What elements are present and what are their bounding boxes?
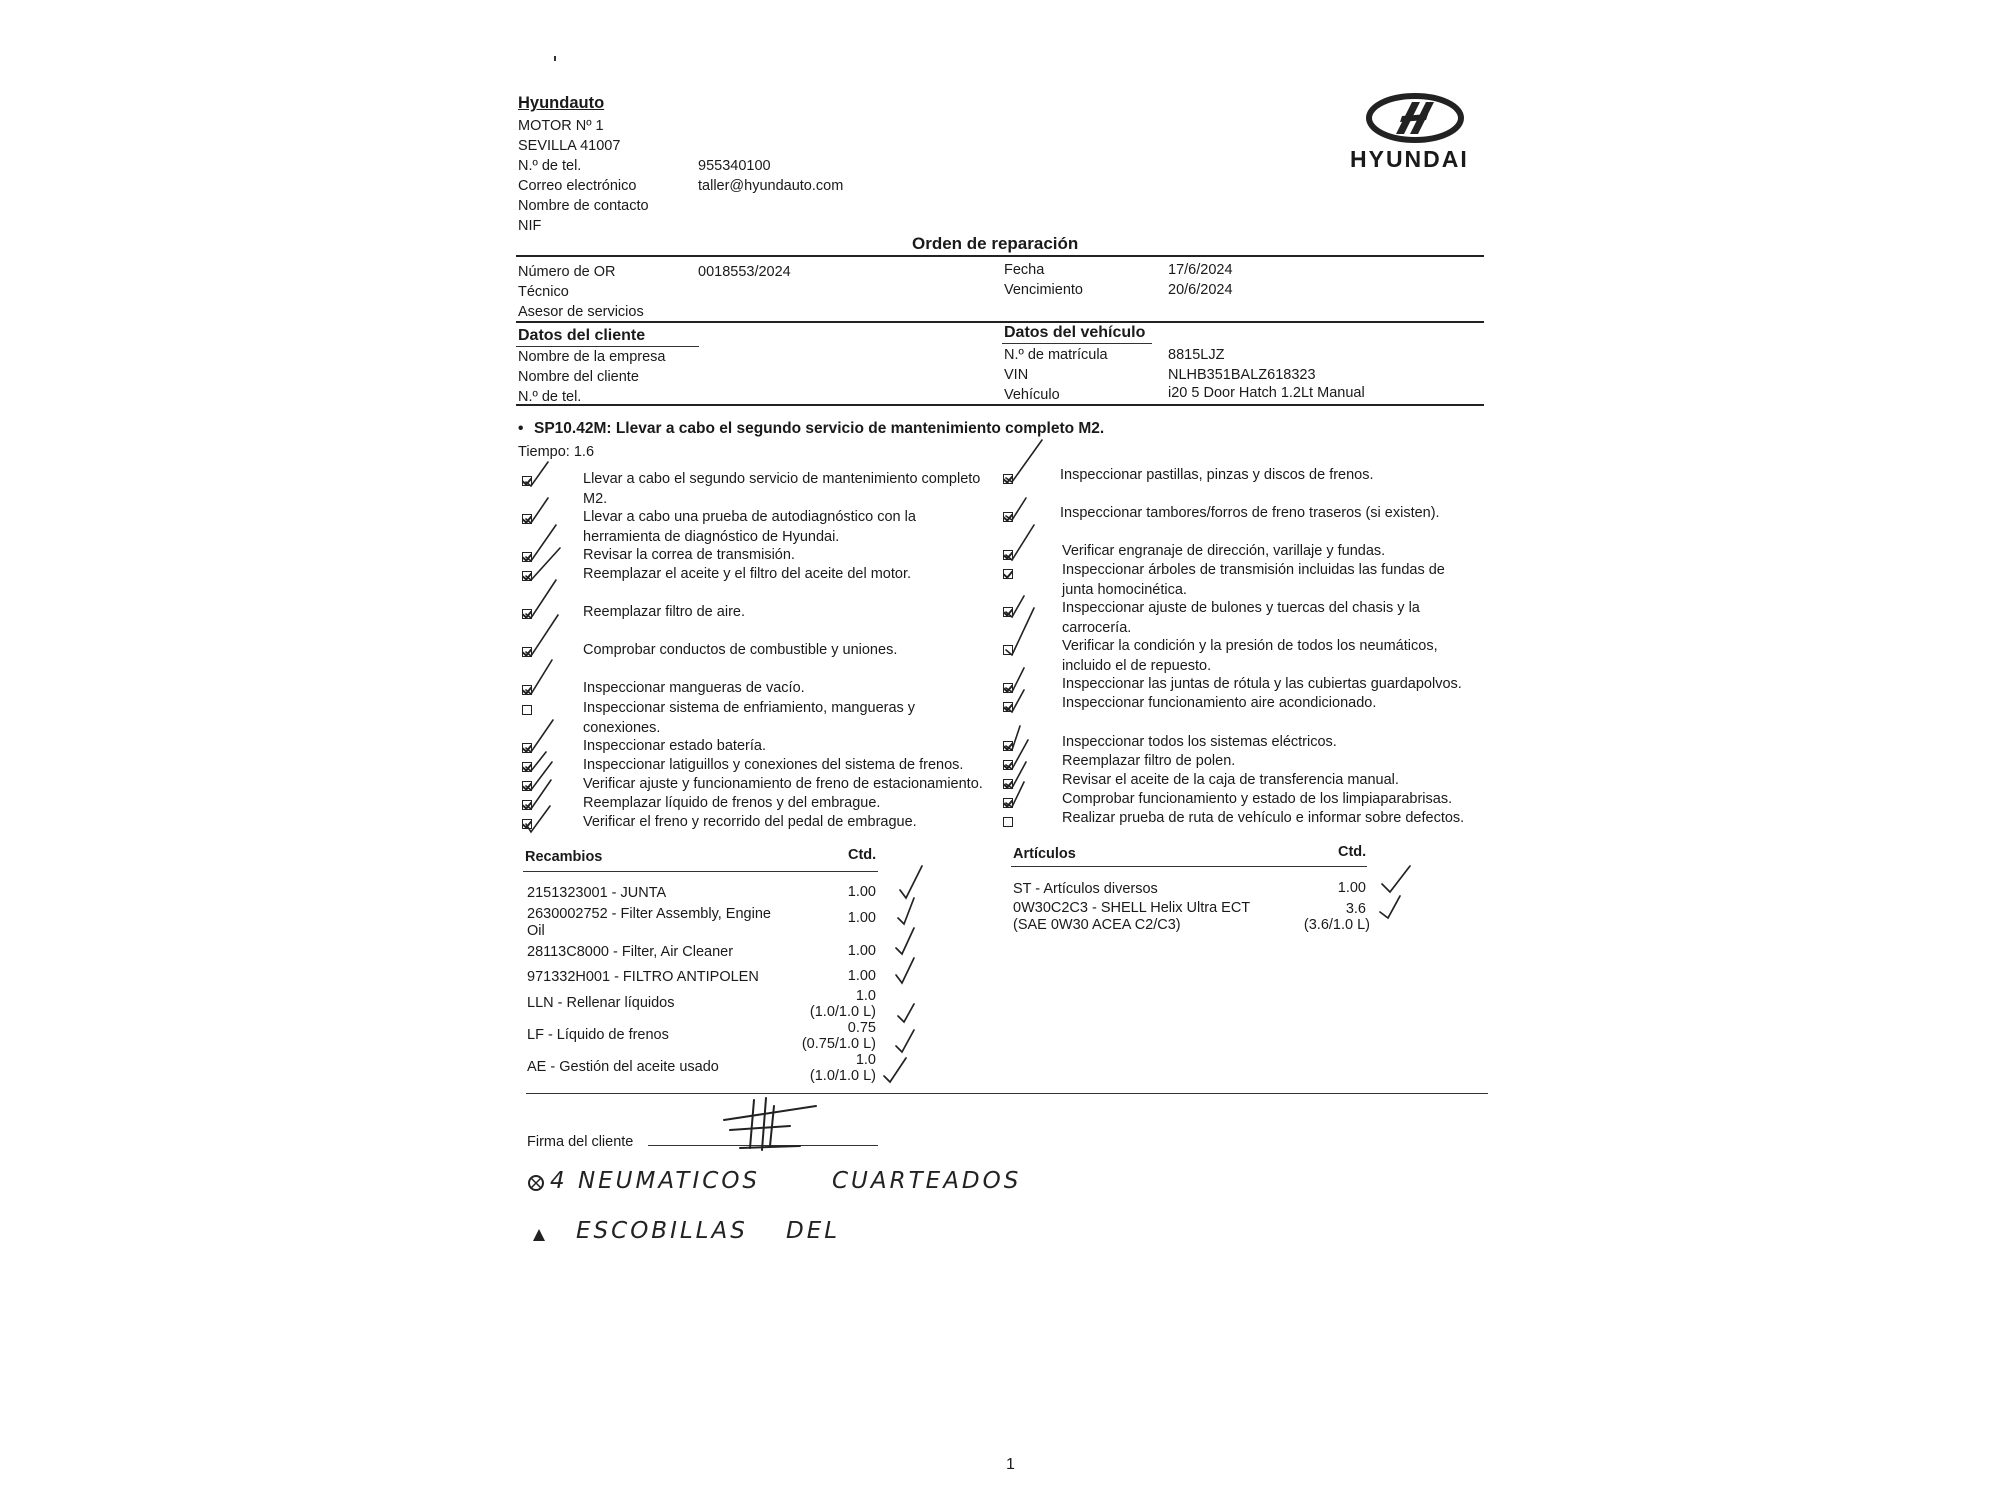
vehicle-model-label: Vehículo xyxy=(1004,387,1060,403)
table-row: 0W30C2C3 - SHELL Helix Ultra ECT (SAE 0W30 ACEA C2/C3) xyxy=(1013,900,1250,933)
task-label: Inspeccionar ajuste de bulones y tuercas del chasis y la carrocería. xyxy=(1062,600,1420,636)
company-email-label: Correo electrónico xyxy=(518,178,637,194)
client-company-label: Nombre de la empresa xyxy=(518,349,666,365)
task-label: Revisar el aceite de la caja de transferencia manual. xyxy=(1062,772,1399,788)
table-row: LF - Líquido de frenos xyxy=(527,1027,669,1043)
order-title: Orden de reparación xyxy=(912,234,1079,253)
handwritten-bullet-icon xyxy=(530,1226,548,1244)
task-label: Verificar ajuste y funcionamiento de freno de estacionamiento. xyxy=(583,776,983,792)
task-label: Verificar el freno y recorrido del pedal de embrague. xyxy=(583,814,917,830)
part-qty: 1.00 xyxy=(847,943,876,959)
articles-title: Artículos xyxy=(1013,846,1076,862)
company-phone: 955340100 xyxy=(698,158,771,174)
task-label: Inspeccionar mangueras de vacío. xyxy=(583,680,805,696)
part-unit: (1.0/1.0 L) xyxy=(809,1068,876,1084)
signature-label: Firma del cliente xyxy=(527,1134,634,1150)
order-date-label: Fecha xyxy=(1004,262,1045,278)
vehicle-section-title: Datos del vehículo xyxy=(1004,324,1146,341)
order-number-label: Número de OR xyxy=(518,264,616,280)
vehicle-plate: 8815LJZ xyxy=(1168,347,1225,363)
vehicle-plate-label: N.º de matrícula xyxy=(1004,347,1108,363)
order-technician-label: Técnico xyxy=(518,284,569,300)
order-number: 0018553/2024 xyxy=(698,264,791,280)
handwritten-note-1b: CUARTEADOS xyxy=(832,1168,1022,1194)
task-label: Inspeccionar funcionamiento aire acondicionado. xyxy=(1062,695,1377,711)
order-due: 20/6/2024 xyxy=(1168,282,1233,298)
task-label: Inspeccionar árboles de transmisión incluidas las fundas de junta homocinética. xyxy=(1062,562,1445,598)
order-date: 17/6/2024 xyxy=(1168,262,1233,278)
client-phone-label: N.º de tel. xyxy=(518,389,582,405)
table-row: LLN - Rellenar líquidos xyxy=(527,995,675,1011)
task-label: Llevar a cabo el segundo servicio de mantenimiento completo M2. xyxy=(583,471,981,507)
company-phone-label: N.º de tel. xyxy=(518,158,582,174)
table-row: 2151323001 - JUNTA xyxy=(527,885,667,901)
table-row: ST - Artículos diversos xyxy=(1013,881,1158,897)
table-row: 971332H001 - FILTRO ANTIPOLEN xyxy=(527,969,759,985)
handwritten-note-2b: DEL xyxy=(786,1218,841,1244)
service-bullet: • xyxy=(518,420,524,437)
vehicle-vin-label: VIN xyxy=(1004,367,1029,383)
task-label: Verificar engranaje de dirección, varillaje y fundas. xyxy=(1062,543,1386,559)
task-label: Reemplazar líquido de frenos y del embrague. xyxy=(583,795,881,811)
task-label: Inspeccionar estado batería. xyxy=(583,738,766,754)
task-label: Comprobar conductos de combustible y uniones. xyxy=(583,642,898,658)
part-qty: 1.0 xyxy=(855,988,876,1004)
article-qty: 3.6 xyxy=(1345,901,1366,917)
article-unit: (3.6/1.0 L) xyxy=(1303,917,1370,933)
task-label: Reemplazar filtro de polen. xyxy=(1062,753,1236,769)
table-row: 2630002752 - Filter Assembly, Engine Oil xyxy=(527,906,771,939)
company-nif-label: NIF xyxy=(518,218,542,234)
order-due-label: Vencimiento xyxy=(1004,282,1083,298)
company-name: Hyundauto xyxy=(518,94,605,112)
task-label: Inspeccionar sistema de enfriamiento, mangueras y conexiones. xyxy=(583,700,916,736)
part-unit: (1.0/1.0 L) xyxy=(809,1004,876,1020)
part-qty: 1.00 xyxy=(847,968,876,984)
client-name-label: Nombre del cliente xyxy=(518,369,639,385)
company-address-line1: MOTOR Nº 1 xyxy=(518,118,604,134)
table-row: AE - Gestión del aceite usado xyxy=(527,1059,719,1075)
client-signature-icon xyxy=(720,1096,820,1152)
task-label: Inspeccionar pastillas, pinzas y discos de frenos. xyxy=(1060,467,1374,483)
task-label: Reemplazar el aceite y el filtro del aceite del motor. xyxy=(583,566,912,582)
task-label: Inspeccionar las juntas de rótula y las cubiertas guardapolvos. xyxy=(1062,676,1462,692)
hyundai-wordmark: HYUNDAI xyxy=(1350,146,1469,172)
task-label: Realizar prueba de ruta de vehículo e informar sobre defectos. xyxy=(1062,810,1465,826)
part-unit: (0.75/1.0 L) xyxy=(801,1036,876,1052)
order-advisor-label: Asesor de servicios xyxy=(518,304,644,320)
handwritten-note-1a: 4 NEUMATICOS xyxy=(550,1168,761,1194)
task-label: Revisar la correa de transmisión. xyxy=(583,547,795,563)
vehicle-vin: NLHB351BALZ618323 xyxy=(1168,367,1316,383)
scan-speck xyxy=(554,56,556,61)
page-number: 1 xyxy=(1006,1456,1015,1473)
company-email: taller@hyundauto.com xyxy=(698,178,844,194)
task-label: Inspeccionar todos los sistemas eléctricos. xyxy=(1062,734,1337,750)
task-label: Inspeccionar tambores/forros de freno traseros (si existen). xyxy=(1060,505,1440,521)
divider xyxy=(526,1093,1488,1094)
handwritten-note-2a: ESCOBILLAS xyxy=(576,1218,748,1244)
part-qty: 1.0 xyxy=(855,1052,876,1068)
article-qty: 1.00 xyxy=(1337,880,1366,896)
client-section-title: Datos del cliente xyxy=(518,327,646,344)
task-label: Reemplazar filtro de aire. xyxy=(583,604,745,620)
company-contact-label: Nombre de contacto xyxy=(518,198,649,214)
task-label: Inspeccionar latiguillos y conexiones del sistema de frenos. xyxy=(583,757,964,773)
part-qty: 0.75 xyxy=(847,1020,876,1036)
company-address-line2: SEVILLA 41007 xyxy=(518,138,621,154)
articles-qty-header: Ctd. xyxy=(1338,844,1367,860)
service-title: SP10.42M: Llevar a cabo el segundo servicio de mantenimiento completo M2. xyxy=(534,420,1105,437)
parts-title: Recambios xyxy=(525,849,603,865)
parts-qty-header: Ctd. xyxy=(848,847,877,863)
task-label: Comprobar funcionamiento y estado de los limpiaparabrisas. xyxy=(1062,791,1453,807)
part-qty: 1.00 xyxy=(847,910,876,926)
task-label: Llevar a cabo una prueba de autodiagnóstico con la herramienta de diagnóstico de Hyundai. xyxy=(583,509,916,545)
table-row: 28113C8000 - Filter, Air Cleaner xyxy=(527,944,734,960)
service-time: Tiempo: 1.6 xyxy=(518,444,595,460)
handwritten-bullet-icon xyxy=(527,1174,545,1192)
part-qty: 1.00 xyxy=(847,884,876,900)
vehicle-model: i20 5 Door Hatch 1.2Lt Manual xyxy=(1168,385,1365,401)
task-label: Verificar la condición y la presión de todos los neumáticos, incluido el de repuesto. xyxy=(1062,638,1438,674)
